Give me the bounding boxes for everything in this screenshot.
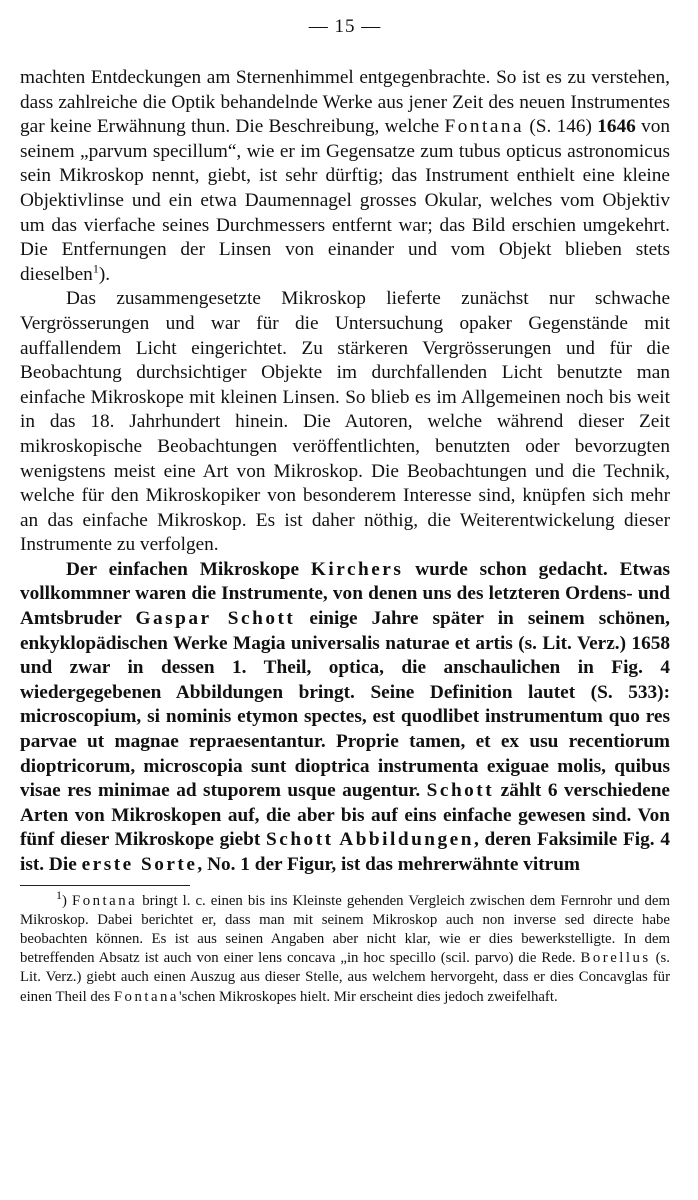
emphasis-abbildungen: Abbildungen: [339, 829, 474, 851]
text-run: 'schen Mikroskopes hielt. Mir erscheint dies jedoch zweifelhaft.: [179, 988, 558, 1005]
footnote-divider: [20, 885, 190, 886]
book-page: [20, 0, 670, 1007]
author-name-fontana: Fontana: [113, 988, 179, 1005]
footnote-marker: 1: [56, 887, 62, 902]
footnote-1: [20, 887, 670, 1007]
author-name-schott: Schott: [426, 780, 495, 802]
text-run: (s. Lit. Verz.) giebt auch einen Auszug aus dieser Stelle, aus welchem hervorgeht, dass er dies Concavglas für einen Theil des: [20, 950, 670, 1005]
text-run: ): [62, 892, 72, 909]
year-1646: 1646: [597, 116, 636, 138]
paragraph-3: [20, 558, 670, 878]
main-text: [20, 66, 670, 878]
text-run: von seinem „parvum specillum“, wie er im Gegensatze zum tubus opticus astronomicus sein Mikroskop nennt, giebt, ist sehr dürftig; das Instrument enthielt eine kleine Objektivlinse und ein etwa Daumennagel grosses Okular, welches vom Objektiv um das vierfache seines Durchmessers entfernt war; das Bild erschien umgekehrt. Die Entfernungen der Linsen von einander und vom Objekt blieben stets dieselben: [20, 116, 670, 285]
page-number: — 15 —: [308, 16, 382, 37]
paragraph-2: Das zusammengesetzte Mikroskop lieferte zunächst nur schwache Vergrösserungen und war für die Untersuchung opaker Gegenstände mit auffallendem Licht eingerichtet. Zu stärkeren Vergrösserungen und für die Beobachtung durchsichtiger Objekte im durchfallenden Licht benutzte man einfache Mikroskope mit kleinen Linsen. So blieb es im Allgemeinen noch bis weit in das 18. Jahrhundert hinein. Die Autoren, welche während dieser Zeit mikroskopische Beobachtungen veröffentlichten, benutzten oder bevorzugten wenigstens meist eine Art von Mikroskop. Die Beobachtungen und die Technik, welche für den Mikroskopiker von besonderem Interesse sind, knüpfen sich mehr an das einfache Mikroskop. Es ist daher nöthig, die Weiterentwickelung dieser Instrumente zu verfolgen.: [20, 288, 670, 556]
text-run: ).: [98, 263, 111, 285]
text-run: Der einfachen Mikroskope: [66, 558, 311, 580]
author-name-fontana: Fontana: [444, 116, 525, 138]
footnote: [20, 887, 670, 1007]
author-name-kircher: Kirchers: [310, 558, 404, 580]
author-name-schott: Gaspar Schott: [135, 608, 296, 630]
paragraph-1: [20, 66, 670, 287]
text-run: wurde schon gedacht. Etwas vollkommner waren die Instrumente, von denen uns des letzteren Ordens- und Amtsbruder: [20, 558, 670, 630]
author-name-fontana: Fontana: [71, 892, 138, 909]
text-run: , No. 1 der Figur, ist das mehrerwähnte vitrum: [197, 854, 580, 875]
author-name-borellus: Borellus: [580, 950, 651, 967]
text-run: einige Jahre später in seinem schönen, enkyklopädischen Werke Magia universalis naturae et artis (s. Lit. Verz.) 1658 und zwar in dessen 1. Theil, optica, die anschaulichen in Fig. 4 wiedergegebenen Abbildungen bringt. Seine Definition lautet (S. 533): microscopium, si nominis etymon spectes, est quodlibet instrumentum quo res parvae ut magnae repraesentantur. Proprie tamen, et ex usu recentiorum dioptricorum, microscopia sunt dioptrica instrumenta exiguae molis, quibus visae res minimae ad stuporem usque augentur.: [20, 608, 670, 802]
text-run: , deren Faksimile Fig. 4 ist. Die: [20, 829, 670, 875]
text-run: bringt l. c. einen bis ins Kleinste gehenden Vergleich zwischen dem Fernrohr und dem Mikroskop. Dabei berichtet er, dass man mit seinem Mikroskop auch non inverse sed directe habe beobachten können. Es ist aus seinen Angaben aber nicht klar, wie er dies bewerkstelligte. In dem betreffenden Absatz ist auch von einer lens concava „in hoc specillo (scil. parvo) die Rede.: [20, 892, 670, 967]
text-run: (S. 146): [524, 116, 598, 138]
footnote-reference[interactable]: 1: [92, 261, 99, 276]
text-run: machten Entdeckungen am Sternenhimmel entgegenbrachte. So ist es zu verstehen, dass zahlreiche die Optik behandelnde Werke aus jener Zeit des neuen Instrumentes gar keine Erwähnung thun. Die Beschreibung, welche: [20, 67, 670, 138]
emphasis-erste-sorte: erste Sorte: [81, 854, 198, 875]
text-run: zählt 6 verschiedene Arten von Mikroskopen auf, die aber bis auf eins einfache gewesen sind. Von fünf dieser Mikroskope giebt: [20, 780, 670, 851]
author-name-schott: Schott: [266, 829, 334, 851]
